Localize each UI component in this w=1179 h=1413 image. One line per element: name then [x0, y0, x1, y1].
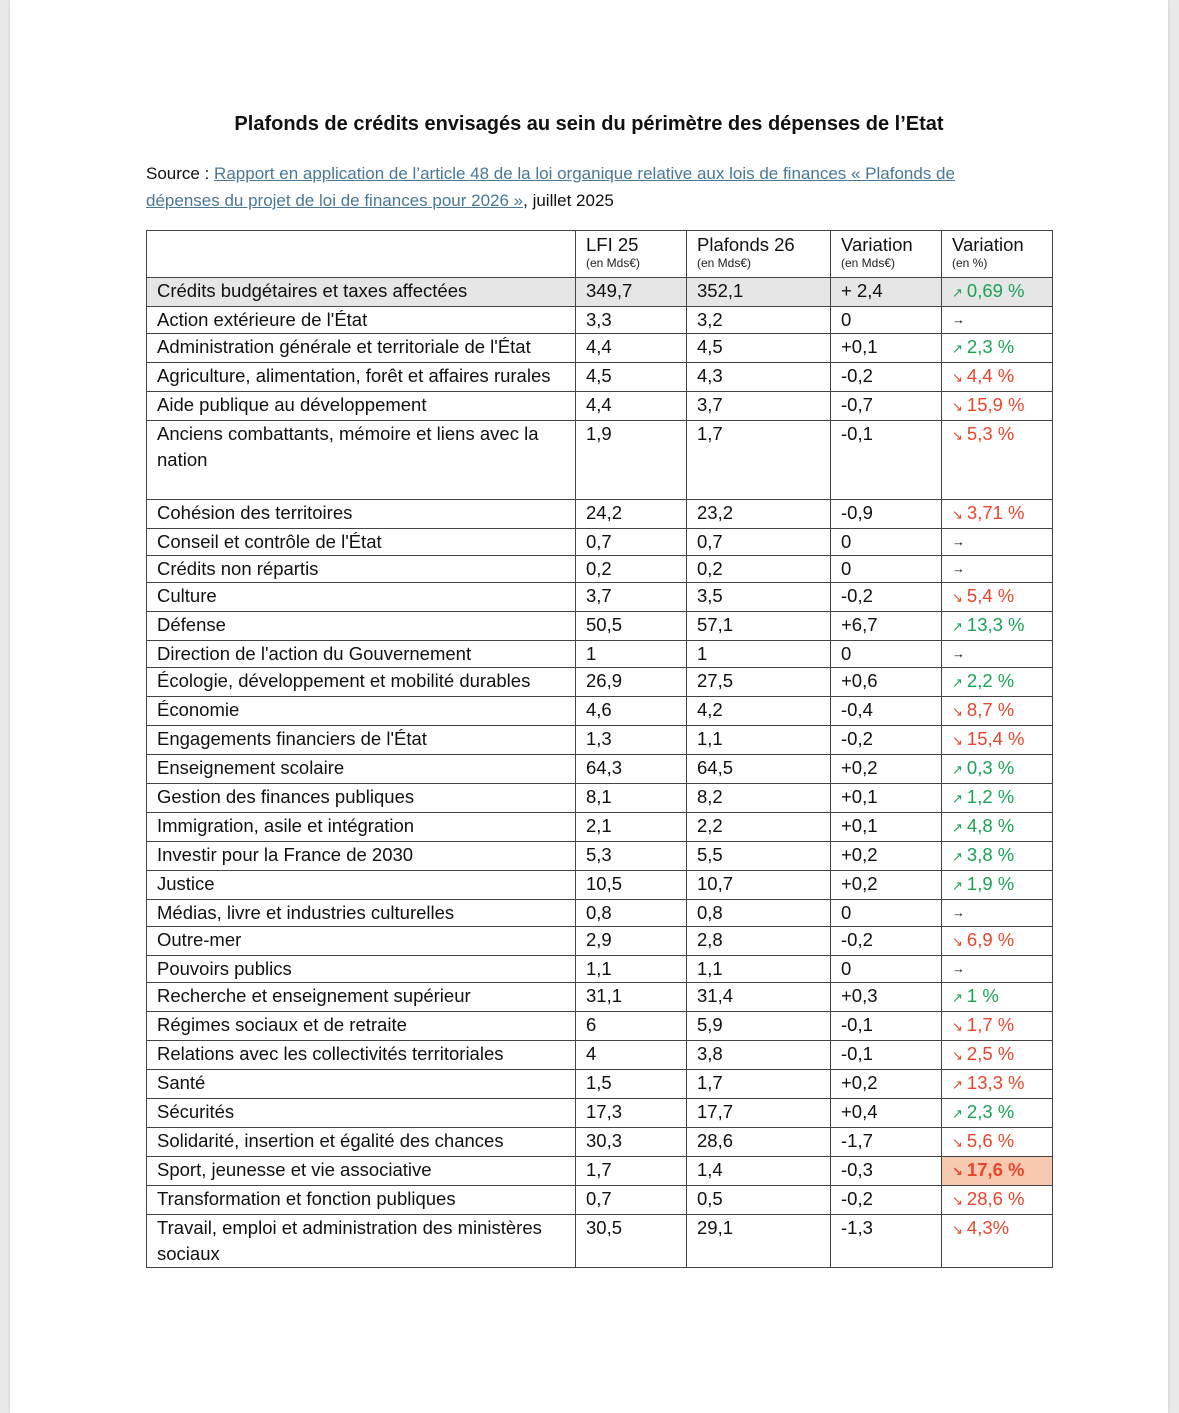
lfi25-cell: 50,5 — [576, 612, 687, 641]
plafond26-cell: 17,7 — [687, 1099, 831, 1128]
variation-pct-value: 28,6 % — [966, 1188, 1025, 1209]
variation-mds-cell: 0 — [831, 556, 942, 583]
variation-pct-cell — [942, 983, 1053, 1012]
table-row — [147, 583, 1053, 612]
variation-mds-cell: -0,1 — [831, 1041, 942, 1070]
variation-pct-value: 17,6 % — [966, 1159, 1025, 1180]
arrow-up-right-icon: ↗ — [952, 1077, 963, 1092]
variation-mds-cell: +6,7 — [831, 612, 942, 641]
variation-pct-cell — [942, 363, 1053, 392]
mission-cell: Outre-mer — [147, 927, 576, 956]
variation-mds-cell: -0,2 — [831, 363, 942, 392]
table-row — [147, 755, 1053, 784]
variation-mds-cell: -0,2 — [831, 726, 942, 755]
table-row — [147, 1099, 1053, 1128]
table-row — [147, 871, 1053, 900]
variation-mds-cell: -0,9 — [831, 500, 942, 529]
plafond26-cell: 5,9 — [687, 1012, 831, 1041]
header-unit: (en Mds€) — [841, 256, 896, 270]
variation-pct-cell — [942, 392, 1053, 421]
mission-cell: Médias, livre et industries culturelles — [147, 900, 576, 927]
table-row — [147, 363, 1053, 392]
table-row — [147, 392, 1053, 421]
variation-pct-cell — [942, 871, 1053, 900]
lfi25-cell: 2,9 — [576, 927, 687, 956]
plafond26-cell: 0,5 — [687, 1186, 831, 1215]
header-variation-mds: Variation (en Mds€) — [831, 231, 942, 278]
variation-mds-cell: +0,2 — [831, 755, 942, 784]
mission-cell: Recherche et enseignement supérieur — [147, 983, 576, 1012]
table-row — [147, 556, 1053, 583]
variation-pct-value: 5,4 % — [966, 585, 1015, 606]
mission-cell: Transformation et fonction publiques — [147, 1186, 576, 1215]
variation-pct-value: 5,3 % — [966, 423, 1015, 444]
plafond26-cell: 1,7 — [687, 1070, 831, 1099]
arrow-down-right-icon: ↘ — [952, 1193, 963, 1208]
variation-pct-value: 1,2 % — [966, 786, 1015, 807]
plafond26-cell: 2,2 — [687, 813, 831, 842]
variation-pct-cell — [942, 556, 1053, 583]
arrow-down-right-icon: ↘ — [952, 590, 963, 605]
mission-cell: Justice — [147, 871, 576, 900]
lfi25-cell: 1,5 — [576, 1070, 687, 1099]
arrow-down-right-icon: ↘ — [952, 1048, 963, 1063]
table-row — [147, 641, 1053, 668]
variation-pct-cell — [942, 900, 1053, 927]
variation-pct-cell — [942, 641, 1053, 668]
mission-cell: Administration générale et territoriale de l'État — [147, 334, 576, 363]
variation-pct-value: 3,71 % — [966, 502, 1025, 523]
table-row — [147, 842, 1053, 871]
arrow-down-right-icon: ↘ — [952, 1135, 963, 1150]
lfi25-cell: 4,6 — [576, 697, 687, 726]
table-row — [147, 726, 1053, 755]
mission-cell: Immigration, asile et intégration — [147, 813, 576, 842]
lfi25-cell: 2,1 — [576, 813, 687, 842]
variation-pct-value: 3,8 % — [966, 844, 1015, 865]
plafond26-cell: 2,8 — [687, 927, 831, 956]
mission-cell: Travail, emploi et administration des ministères sociaux — [147, 1215, 576, 1268]
variation-pct-cell — [942, 956, 1053, 983]
arrow-down-right-icon: ↘ — [952, 428, 963, 443]
table-row — [147, 927, 1053, 956]
variation-pct-cell — [942, 612, 1053, 641]
header-unit: (en Mds€) — [586, 256, 641, 270]
variation-mds-cell: +0,1 — [831, 784, 942, 813]
lfi25-cell: 4,5 — [576, 363, 687, 392]
plafond26-cell: 31,4 — [687, 983, 831, 1012]
table-row — [147, 956, 1053, 983]
variation-mds-cell: 0 — [831, 529, 942, 556]
plafond26-cell: 3,2 — [687, 307, 831, 334]
variation-mds-cell: -1,3 — [831, 1215, 942, 1268]
variation-mds-cell: +0,3 — [831, 983, 942, 1012]
variation-pct-value: 4,8 % — [966, 815, 1015, 836]
variation-pct-value: 4,4 % — [966, 365, 1015, 386]
variation-mds-cell: +0,2 — [831, 871, 942, 900]
mission-cell: Sécurités — [147, 1099, 576, 1128]
mission-cell: Anciens combattants, mémoire et liens avec la nation — [147, 421, 576, 500]
variation-pct-cell — [942, 583, 1053, 612]
plafond26-cell: 10,7 — [687, 871, 831, 900]
variation-pct-cell — [942, 755, 1053, 784]
mission-cell: Aide publique au développement — [147, 392, 576, 421]
table-row — [147, 529, 1053, 556]
arrow-right-icon: → — [952, 905, 965, 920]
lfi25-cell: 0,7 — [576, 529, 687, 556]
variation-pct-cell — [942, 334, 1053, 363]
variation-pct-cell — [942, 1070, 1053, 1099]
lfi25-cell: 31,1 — [576, 983, 687, 1012]
source-suffix: , juillet 2025 — [523, 191, 614, 210]
variation-mds-cell: +0,6 — [831, 668, 942, 697]
variation-pct-cell — [942, 697, 1053, 726]
lfi25-cell: 1 — [576, 641, 687, 668]
variation-mds-cell: + 2,4 — [831, 278, 942, 307]
arrow-up-right-icon: ↗ — [952, 990, 963, 1005]
variation-mds-cell: -0,2 — [831, 927, 942, 956]
table-row — [147, 612, 1053, 641]
lfi25-cell: 1,3 — [576, 726, 687, 755]
header-mission — [147, 231, 576, 278]
plafond26-cell: 1,4 — [687, 1157, 831, 1186]
table-total-row — [147, 278, 1053, 307]
variation-mds-cell: +0,1 — [831, 334, 942, 363]
lfi25-cell: 4 — [576, 1041, 687, 1070]
mission-cell: Défense — [147, 612, 576, 641]
plafond26-cell: 3,8 — [687, 1041, 831, 1070]
mission-cell: Solidarité, insertion et égalité des chances — [147, 1128, 576, 1157]
lfi25-cell: 0,8 — [576, 900, 687, 927]
arrow-up-right-icon: ↗ — [952, 820, 963, 835]
header-variation-pct: Variation (en %) — [942, 231, 1053, 278]
plafond26-cell: 0,8 — [687, 900, 831, 927]
variation-pct-value: 1 % — [966, 985, 999, 1006]
variation-pct-value: 1,9 % — [966, 873, 1015, 894]
variation-pct-cell — [942, 1186, 1053, 1215]
variation-pct-cell — [942, 278, 1053, 307]
variation-pct-value: 2,3 % — [966, 336, 1015, 357]
mission-cell: Crédits budgétaires et taxes affectées — [147, 278, 576, 307]
lfi25-cell: 349,7 — [576, 278, 687, 307]
table-row — [147, 1070, 1053, 1099]
table-row — [147, 813, 1053, 842]
arrow-right-icon: → — [952, 312, 965, 327]
plafond26-cell: 3,5 — [687, 583, 831, 612]
arrow-down-right-icon: ↘ — [952, 1222, 963, 1237]
variation-pct-cell — [942, 927, 1053, 956]
variation-pct-cell — [942, 1041, 1053, 1070]
mission-cell: Engagements financiers de l'État — [147, 726, 576, 755]
variation-mds-cell: 0 — [831, 956, 942, 983]
table-row — [147, 1157, 1053, 1186]
mission-cell: Écologie, développement et mobilité durables — [147, 668, 576, 697]
lfi25-cell: 5,3 — [576, 842, 687, 871]
arrow-up-right-icon: ↗ — [952, 791, 963, 806]
variation-pct-cell — [942, 784, 1053, 813]
variation-pct-value: 13,3 % — [966, 614, 1025, 635]
plafond26-cell: 64,5 — [687, 755, 831, 784]
lfi25-cell: 24,2 — [576, 500, 687, 529]
variation-mds-cell: -1,7 — [831, 1128, 942, 1157]
variation-mds-cell: -0,2 — [831, 1186, 942, 1215]
arrow-up-right-icon: ↗ — [952, 878, 963, 893]
lfi25-cell: 30,5 — [576, 1215, 687, 1268]
variation-pct-value: 4,3% — [966, 1217, 1010, 1238]
variation-mds-cell: +0,2 — [831, 1070, 942, 1099]
variation-pct-cell — [942, 421, 1053, 500]
lfi25-cell: 0,2 — [576, 556, 687, 583]
plafond26-cell: 8,2 — [687, 784, 831, 813]
mission-cell: Action extérieure de l'État — [147, 307, 576, 334]
variation-mds-cell: -0,1 — [831, 1012, 942, 1041]
lfi25-cell: 10,5 — [576, 871, 687, 900]
variation-mds-cell: -0,7 — [831, 392, 942, 421]
arrow-down-right-icon: ↘ — [952, 370, 963, 385]
mission-cell: Économie — [147, 697, 576, 726]
plafond26-cell: 1,1 — [687, 956, 831, 983]
document-page — [10, 0, 1168, 1413]
arrow-right-icon: → — [952, 646, 965, 661]
variation-pct-cell — [942, 1157, 1053, 1186]
plafond26-cell: 4,2 — [687, 697, 831, 726]
mission-cell: Régimes sociaux et de retraite — [147, 1012, 576, 1041]
lfi25-cell: 26,9 — [576, 668, 687, 697]
arrow-up-right-icon: ↗ — [952, 762, 963, 777]
lfi25-cell: 0,7 — [576, 1186, 687, 1215]
arrow-down-right-icon: ↘ — [952, 507, 963, 522]
plafond26-cell: 29,1 — [687, 1215, 831, 1268]
plafond26-cell: 1,1 — [687, 726, 831, 755]
mission-cell: Direction de l'action du Gouvernement — [147, 641, 576, 668]
variation-pct-cell — [942, 842, 1053, 871]
mission-cell: Investir pour la France de 2030 — [147, 842, 576, 871]
variation-mds-cell: -0,4 — [831, 697, 942, 726]
source-prefix: Source : — [146, 164, 215, 183]
table-row — [147, 668, 1053, 697]
variation-pct-value: 5,6 % — [966, 1130, 1015, 1151]
lfi25-cell: 64,3 — [576, 755, 687, 784]
variation-mds-cell: +0,2 — [831, 842, 942, 871]
mission-cell: Crédits non répartis — [147, 556, 576, 583]
plafond26-cell: 1 — [687, 641, 831, 668]
variation-pct-value: 15,9 % — [966, 394, 1025, 415]
variation-pct-cell — [942, 1012, 1053, 1041]
arrow-up-right-icon: ↗ — [952, 619, 963, 634]
lfi25-cell: 3,3 — [576, 307, 687, 334]
variation-pct-cell — [942, 1215, 1053, 1268]
arrow-up-right-icon: ↗ — [952, 1106, 963, 1121]
lfi25-cell: 6 — [576, 1012, 687, 1041]
table-row — [147, 697, 1053, 726]
arrow-down-right-icon: ↘ — [952, 399, 963, 414]
table-row — [147, 1186, 1053, 1215]
variation-pct-cell — [942, 529, 1053, 556]
variation-pct-cell — [942, 668, 1053, 697]
table-row — [147, 500, 1053, 529]
table-row — [147, 1012, 1053, 1041]
arrow-right-icon: → — [952, 561, 965, 576]
variation-pct-value: 0,3 % — [966, 757, 1015, 778]
arrow-down-right-icon: ↘ — [952, 1164, 963, 1179]
variation-pct-value: 13,3 % — [966, 1072, 1025, 1093]
variation-pct-value: 2,2 % — [966, 670, 1015, 691]
table-row — [147, 1128, 1053, 1157]
variation-mds-cell: +0,1 — [831, 813, 942, 842]
plafond26-cell: 4,3 — [687, 363, 831, 392]
lfi25-cell: 4,4 — [576, 334, 687, 363]
variation-pct-value: 15,4 % — [966, 728, 1025, 749]
arrow-right-icon: → — [952, 534, 965, 549]
table-row — [147, 1215, 1053, 1268]
plafond26-cell: 23,2 — [687, 500, 831, 529]
mission-cell: Pouvoirs publics — [147, 956, 576, 983]
arrow-up-right-icon: ↗ — [952, 285, 963, 300]
variation-mds-cell: -0,1 — [831, 421, 942, 500]
variation-pct-value: 6,9 % — [966, 929, 1015, 950]
lfi25-cell: 1,1 — [576, 956, 687, 983]
table-row — [147, 334, 1053, 363]
plafond26-cell: 0,7 — [687, 529, 831, 556]
variation-pct-value: 1,7 % — [966, 1014, 1015, 1035]
plafond26-cell: 5,5 — [687, 842, 831, 871]
lfi25-cell: 17,3 — [576, 1099, 687, 1128]
mission-cell: Cohésion des territoires — [147, 500, 576, 529]
variation-pct-cell — [942, 1128, 1053, 1157]
variation-pct-cell — [942, 813, 1053, 842]
lfi25-cell: 8,1 — [576, 784, 687, 813]
lfi25-cell: 4,4 — [576, 392, 687, 421]
variation-pct-cell — [942, 726, 1053, 755]
variation-pct-cell — [942, 307, 1053, 334]
variation-mds-cell: 0 — [831, 641, 942, 668]
header-plafonds26: Plafonds 26 (en Mds€) — [687, 231, 831, 278]
plafond26-cell: 4,5 — [687, 334, 831, 363]
header-lfi25: LFI 25 (en Mds€) — [576, 231, 687, 278]
mission-cell: Conseil et contrôle de l'État — [147, 529, 576, 556]
plafond26-cell: 28,6 — [687, 1128, 831, 1157]
lfi25-cell: 1,7 — [576, 1157, 687, 1186]
lfi25-cell: 30,3 — [576, 1128, 687, 1157]
variation-pct-value: 2,3 % — [966, 1101, 1015, 1122]
table-row — [147, 307, 1053, 334]
arrow-up-right-icon: ↗ — [952, 341, 963, 356]
plafond26-cell: 3,7 — [687, 392, 831, 421]
arrow-right-icon: → — [952, 961, 965, 976]
mission-cell: Relations avec les collectivités territoriales — [147, 1041, 576, 1070]
variation-pct-cell — [942, 1099, 1053, 1128]
mission-cell: Enseignement scolaire — [147, 755, 576, 784]
variation-pct-cell — [942, 500, 1053, 529]
plafond26-cell: 352,1 — [687, 278, 831, 307]
variation-mds-cell: 0 — [831, 900, 942, 927]
source-link[interactable]: Rapport en application de l’article 48 de la loi organique relative aux lois de finances « Plafonds de dépenses du projet de loi de finances pour 2026 » — [146, 164, 955, 210]
plafond26-cell: 1,7 — [687, 421, 831, 500]
arrow-up-right-icon: ↗ — [952, 849, 963, 864]
arrow-down-right-icon: ↘ — [952, 934, 963, 949]
source-line — [146, 160, 1026, 214]
mission-cell: Gestion des finances publiques — [147, 784, 576, 813]
credits-table — [146, 230, 1053, 1268]
lfi25-cell: 3,7 — [576, 583, 687, 612]
table-row — [147, 421, 1053, 500]
arrow-down-right-icon: ↘ — [952, 704, 963, 719]
header-unit: (en %) — [952, 256, 988, 270]
variation-mds-cell: -0,2 — [831, 583, 942, 612]
header-unit: (en Mds€) — [697, 256, 752, 270]
variation-pct-value: 0,69 % — [966, 280, 1025, 301]
table-row — [147, 983, 1053, 1012]
plafond26-cell: 27,5 — [687, 668, 831, 697]
table-header-row — [147, 231, 1053, 278]
mission-cell: Culture — [147, 583, 576, 612]
mission-cell: Agriculture, alimentation, forêt et affaires rurales — [147, 363, 576, 392]
variation-pct-value: 8,7 % — [966, 699, 1015, 720]
table-row — [147, 1041, 1053, 1070]
plafond26-cell: 57,1 — [687, 612, 831, 641]
variation-mds-cell: 0 — [831, 307, 942, 334]
mission-cell: Santé — [147, 1070, 576, 1099]
page-title: Plafonds de crédits envisagés au sein du périmètre des dépenses de l’Etat — [234, 113, 944, 135]
plafond26-cell: 0,2 — [687, 556, 831, 583]
arrow-down-right-icon: ↘ — [952, 733, 963, 748]
table-row — [147, 784, 1053, 813]
arrow-down-right-icon: ↘ — [952, 1019, 963, 1034]
mission-cell: Sport, jeunesse et vie associative — [147, 1157, 576, 1186]
arrow-up-right-icon: ↗ — [952, 675, 963, 690]
lfi25-cell: 1,9 — [576, 421, 687, 500]
variation-mds-cell: -0,3 — [831, 1157, 942, 1186]
variation-pct-value: 2,5 % — [966, 1043, 1015, 1064]
variation-mds-cell: +0,4 — [831, 1099, 942, 1128]
table-row — [147, 900, 1053, 927]
